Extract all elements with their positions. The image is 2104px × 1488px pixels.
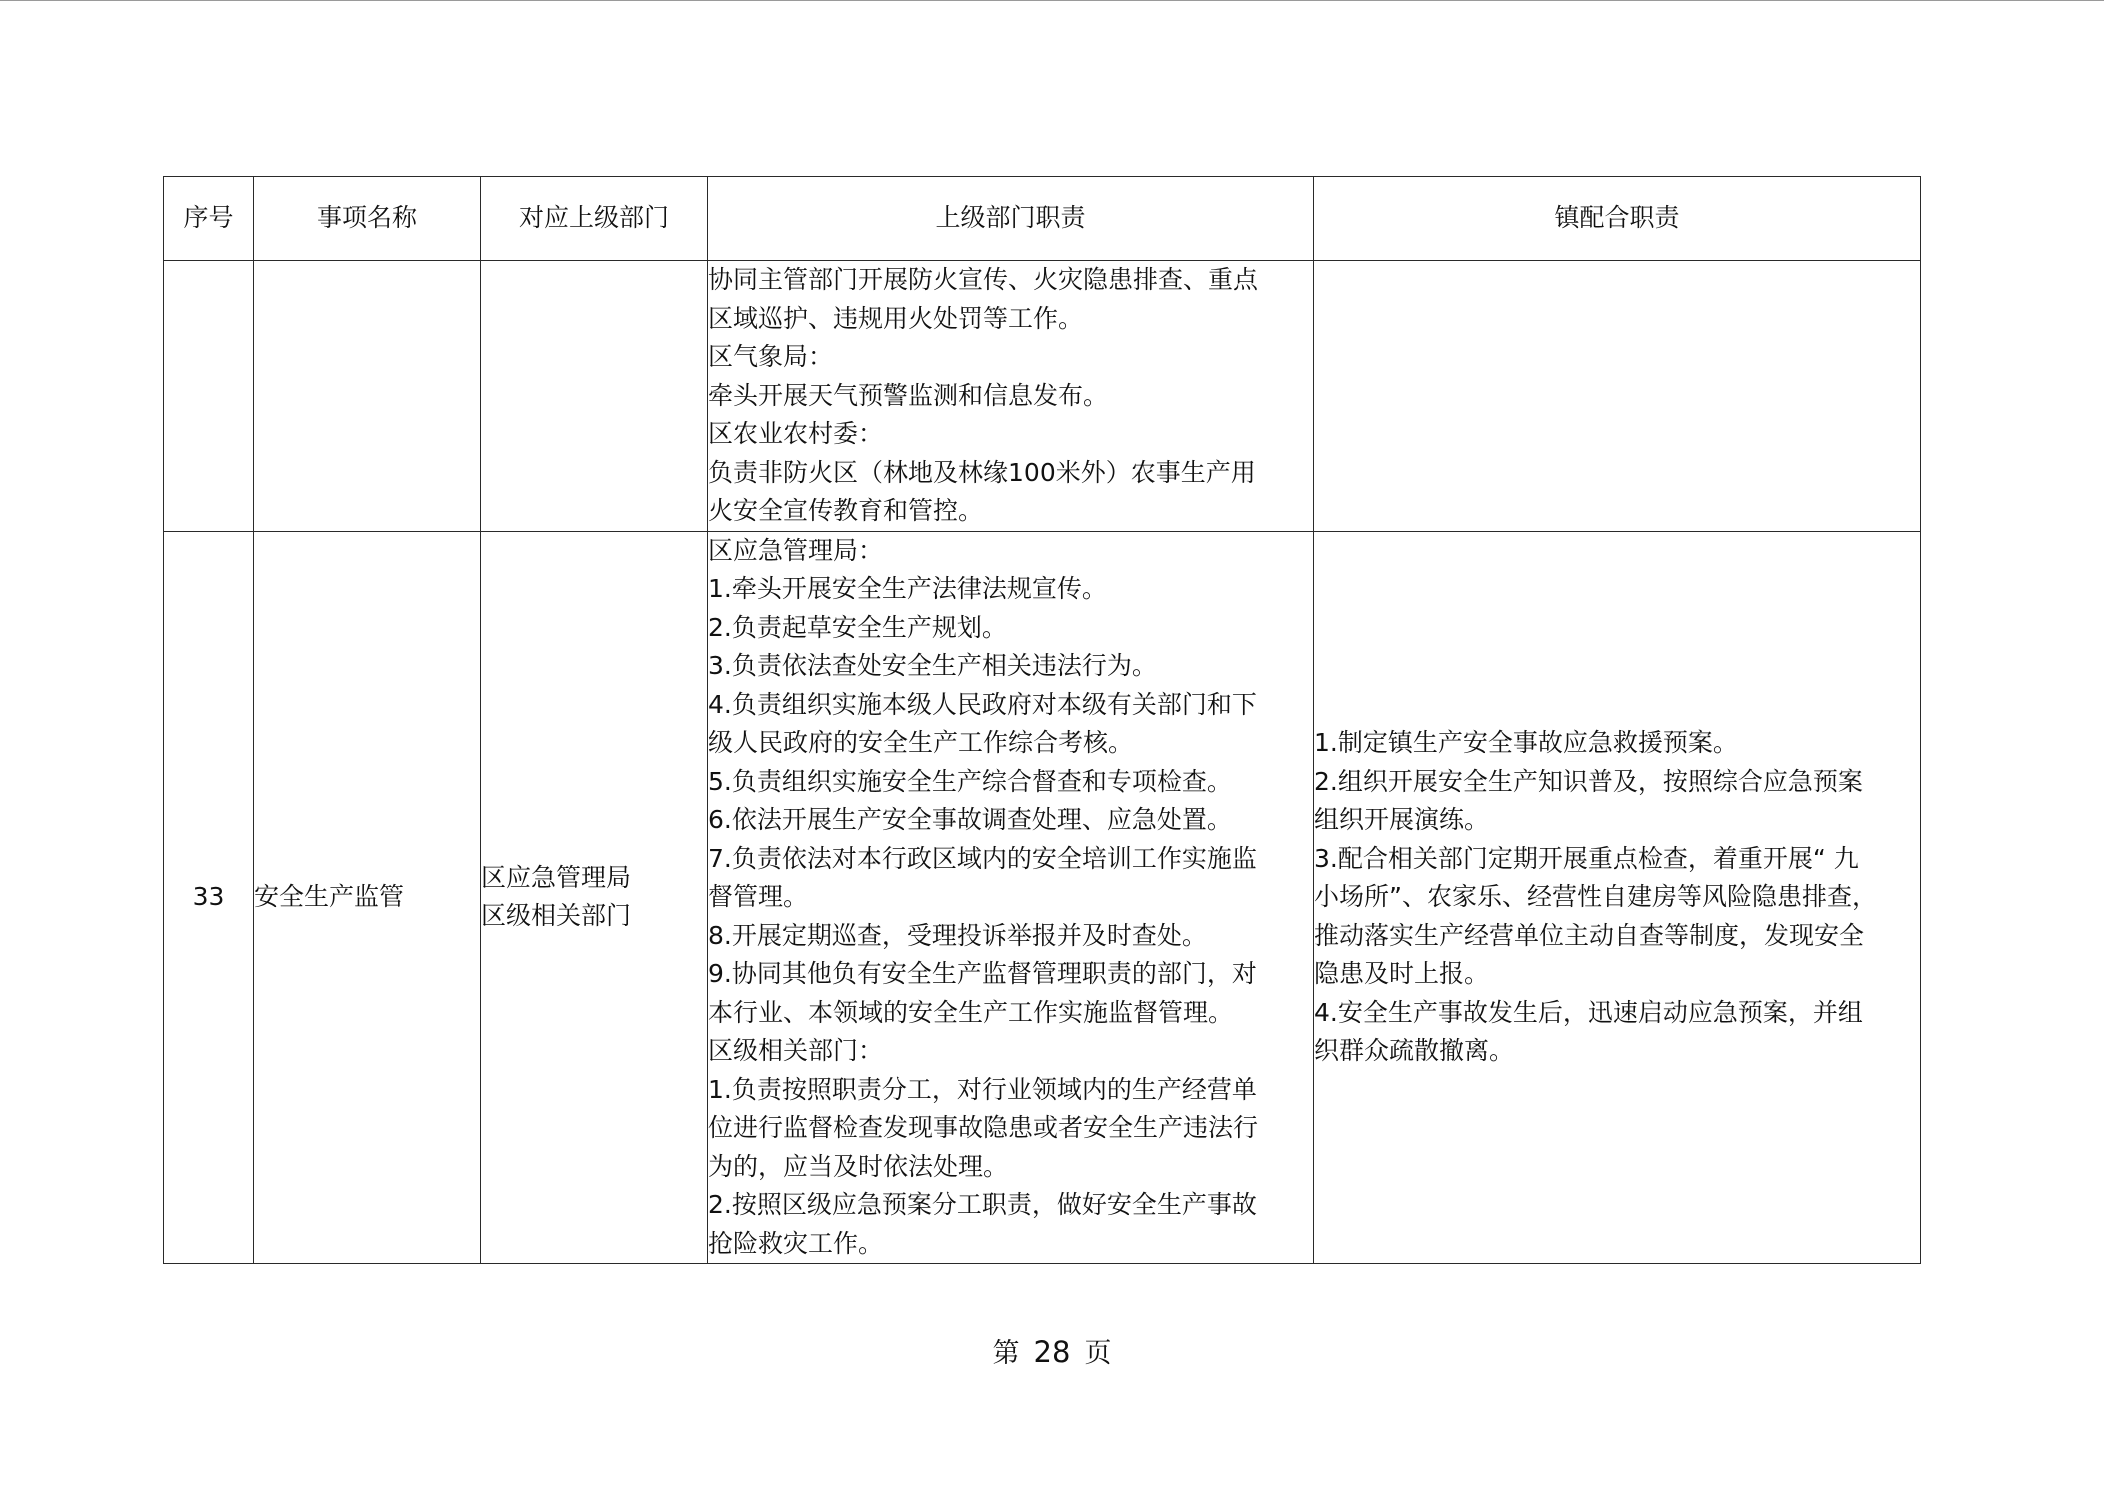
responsibility-table [163,176,1921,1264]
table-row [164,261,1921,532]
row-item-cell [254,531,481,1264]
header-upper-dept: 对应上级部门 [481,177,708,261]
upper-duties-text: 协同主管部门开展防火宣传、火灾隐患排查、重点 区域巡护、违规用火处罚等工作。 区气象局： 牵头开展天气预警监测和信息发布。 区农业农村委： 负责非防火区（林地及林缘100米外）农事生产用 火安全宣传教育和管控。 [708,265,1259,525]
row-dept-cell [481,261,708,532]
row-town-duties-cell [1314,261,1921,532]
row-no-cell [164,261,254,532]
header-town-duties: 镇配合职责 [1314,177,1921,261]
row-dept-cell [481,531,708,1264]
row-town-duties-cell [1314,531,1921,1264]
header-item-name: 事项名称 [254,177,481,261]
upper-duties-text: 区应急管理局： 1.牵头开展安全生产法律法规宣传。 2.负责起草安全生产规划。 3.负责依法查处安全生产相关违法行为。 4.负责组织实施本级人民政府对本级有关部门和下 级人民政府的安全生产工作综合考核。 5.负责组织实施安全生产综合督查和专项检查。 6.依法开展生产安全事故调查处理、应急处置。 7.负责依法对本行政区域内的安全培训工作实施监 督管理。 8.开展定期巡查，受理投诉举报并及时查处。 9.协同其他负有安全生产监督管理职责的部门，对 本行业、本领域的安全生产工作实施监督管理。 区级相关部门： 1.负责按照职责分工，对行业领域内的生产经营单 位进行监督检查发现事故隐患或者安全生产违法行 为的，应当及时依法处理。 2.按照区级应急预案分工职责，做好安全生产事故 抢险救灾工作。 [708,535,1259,1258]
item-name-text: 安全生产监管 [254,882,405,911]
row-item-cell [254,261,481,532]
header-upper-duties: 上级部门职责 [708,177,1314,261]
table-row [164,531,1921,1264]
town-duties-text: 1.制定镇生产安全事故应急救援预案。 2.组织开展安全生产知识普及，按照综合应急预案 组织开展演练。 3.配合相关部门定期开展重点检查，着重开展“ 九 小场所”、农家乐、经营性自建房等风险隐患排查， 推动落实生产经营单位主动自查等制度，发现安全 隐患及时上报。 4.安全生产事故发生后，迅速启动应急预案，并组 织群众疏散撤离。 [1314,728,1877,1065]
table-header-row [164,177,1921,261]
upper-dept-text: 区应急管理局 区级相关部门 [481,862,632,931]
row-upper-duties-cell [708,531,1314,1264]
page-footer [0,1333,2104,1373]
row-no-cell [164,531,254,1264]
page-prefix: 第 [992,1338,1020,1369]
header-no: 序号 [164,177,254,261]
row-number: 33 [192,882,225,911]
top-border-line [0,0,2104,1]
page-suffix: 页 [1084,1338,1112,1369]
row-upper-duties-cell [708,261,1314,532]
page-number: 28 [1033,1335,1071,1369]
